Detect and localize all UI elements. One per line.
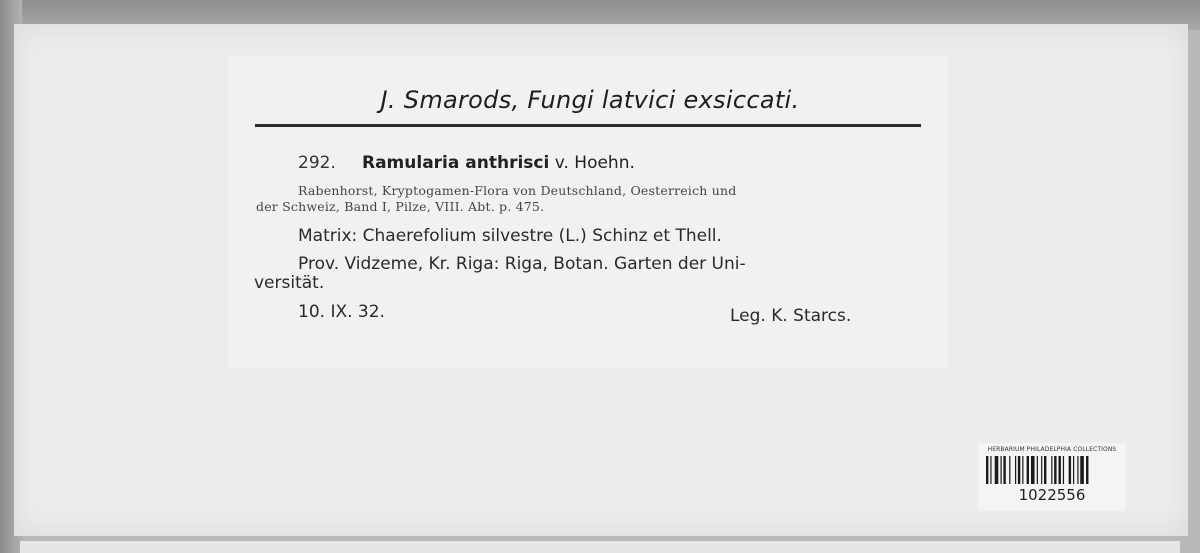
barcode-number: 1022556 bbox=[1018, 486, 1086, 504]
barcode-icon bbox=[986, 456, 1118, 484]
provenance-line-2: versität. bbox=[254, 273, 325, 293]
reference-line-1: Rabenhorst, Kryptogamen-Flora von Deutschland, Oesterreich und bbox=[298, 183, 737, 198]
collector: Leg. K. Starcs. bbox=[730, 306, 852, 326]
barcode-label bbox=[978, 443, 1126, 511]
species-line bbox=[362, 153, 635, 173]
species-author: v. Hoehn. bbox=[549, 153, 635, 173]
barcode-institution: HERBARIUM PHILADELPHIA COLLECTIONS bbox=[987, 446, 1117, 453]
reference-line-2: der Schweiz, Band I, Pilze, VIII. Abt. p. 475. bbox=[256, 199, 545, 214]
collection-date: 10. IX. 32. bbox=[298, 302, 385, 322]
heading-rule bbox=[255, 124, 921, 127]
next-sheet-edge bbox=[20, 541, 1180, 553]
provenance-line-1: Prov. Vidzeme, Kr. Riga: Riga, Botan. Garten der Uni- bbox=[298, 254, 746, 274]
species-name: Ramularia anthrisci bbox=[362, 153, 550, 173]
label-heading: J. Smarods, Fungi latvici exsiccati. bbox=[380, 86, 800, 114]
specimen-number: 292. bbox=[298, 153, 336, 173]
matrix-line: Matrix: Chaerefolium silvestre (L.) Schinz et Thell. bbox=[298, 226, 722, 246]
